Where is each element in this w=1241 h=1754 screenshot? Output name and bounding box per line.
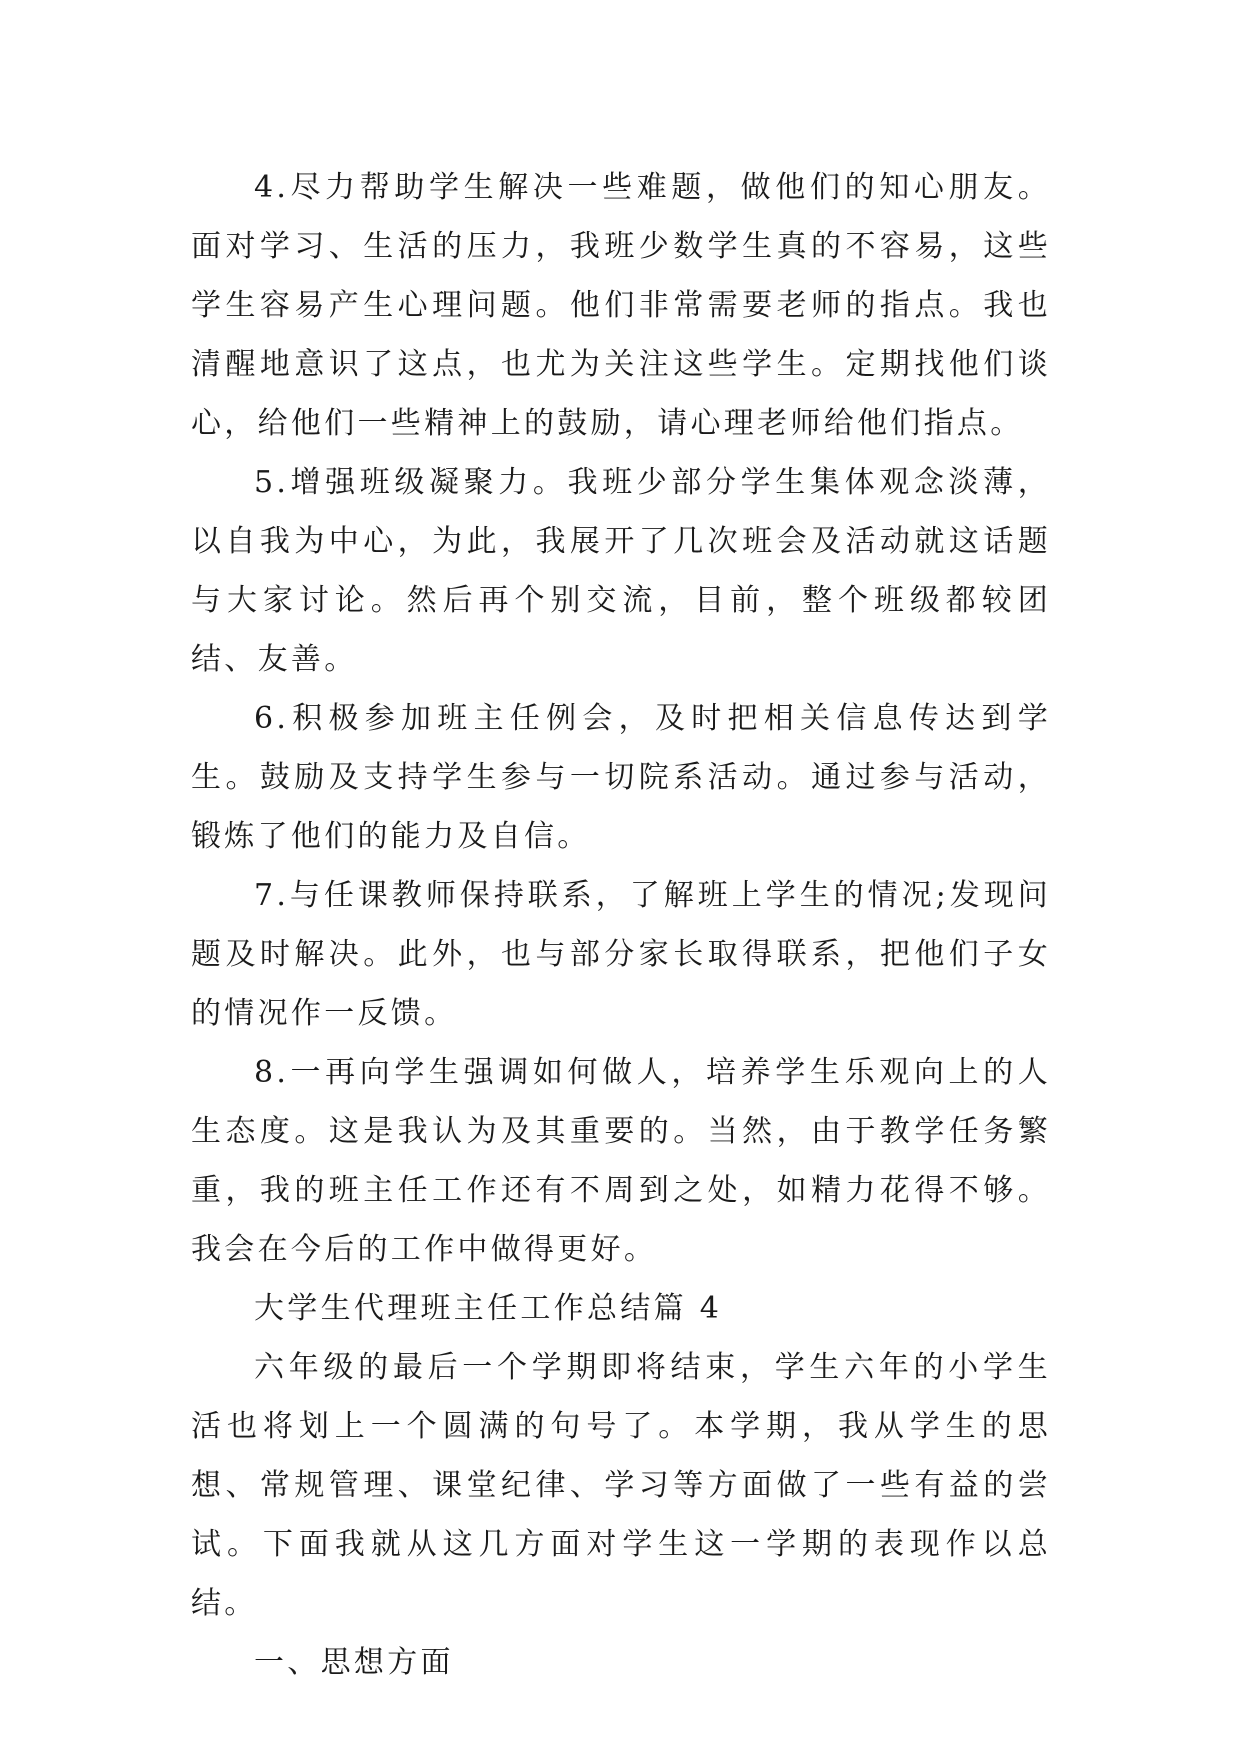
- paragraph-item-5: 5.增强班级凝聚力。我班少部分学生集体观念淡薄，以自我为中心，为此，我展开了几次班会及活动就这话题与大家讨论。然后再个别交流，目前，整个班级都较团结、友善。: [191, 465, 1051, 677]
- paragraph-item-4: 4.尽力帮助学生解决一些难题，做他们的知心朋友。面对学习、生活的压力，我班少数学生真的不容易，这些学生容易产生心理问题。他们非常需要老师的指点。我也清醒地意识了这点，也尤为关注这些学生。定期找他们谈心，给他们一些精神上的鼓励，请心理老师给他们指点。: [191, 170, 1051, 441]
- section-heading: 大学生代理班主任工作总结篇 4: [254, 1291, 723, 1326]
- paragraph-item-6: 6.积极参加班主任例会，及时把相关信息传达到学生。鼓励及支持学生参与一切院系活动。通过参与活动，锻炼了他们的能力及自信。: [191, 701, 1051, 854]
- document-body: [191, 158, 1051, 1692]
- subsection-heading: 一、思想方面: [254, 1645, 454, 1680]
- paragraph-item-8: 8.一再向学生强调如何做人，培养学生乐观向上的人生态度。这是我认为及其重要的。当然，由于教学任务繁重，我的班主任工作还有不周到之处，如精力花得不够。我会在今后的工作中做得更好。: [191, 1055, 1051, 1267]
- paragraph-item-7: 7.与任课教师保持联系，了解班上学生的情况;发现问题及时解决。此外，也与部分家长取得联系，把他们子女的情况作一反馈。: [191, 878, 1051, 1031]
- intro-paragraph: 六年级的最后一个学期即将结束，学生六年的小学生活也将划上一个圆满的句号了。本学期，我从学生的思想、常规管理、课堂纪律、学习等方面做了一些有益的尝试。下面我就从这几方面对学生这一学期的表现作以总结。: [191, 1350, 1051, 1621]
